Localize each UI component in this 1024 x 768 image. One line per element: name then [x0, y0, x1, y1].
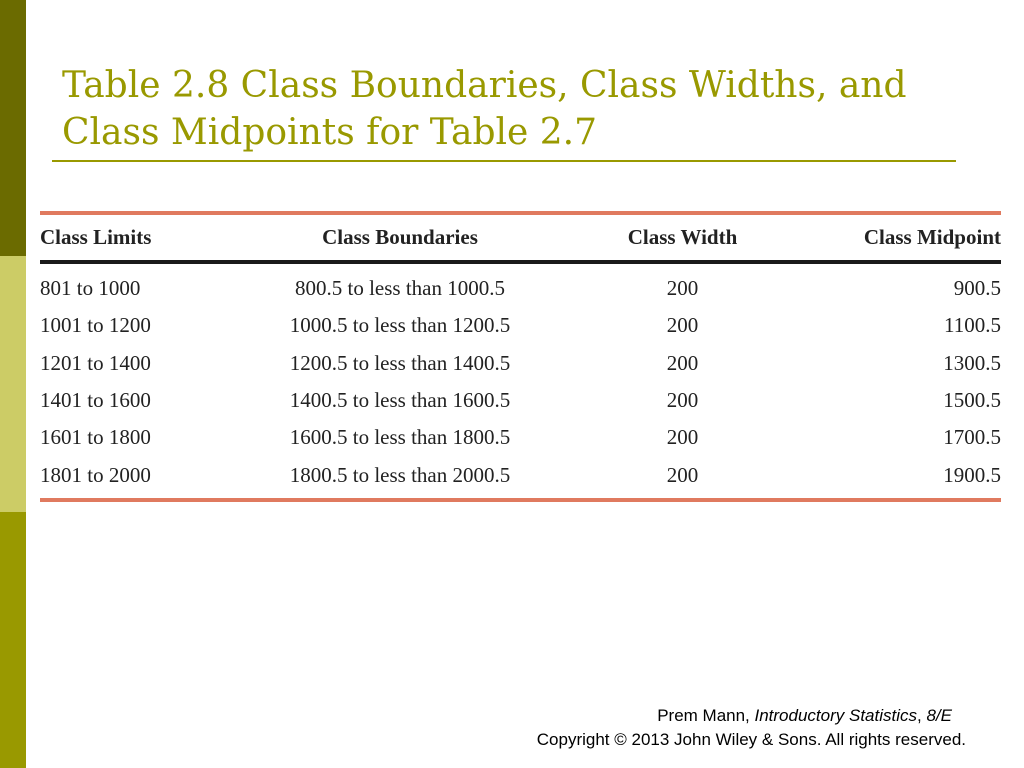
- header-class-boundaries: Class Boundaries: [322, 225, 478, 249]
- header-class-limits: Class Limits: [40, 225, 152, 249]
- table-row: [40, 345, 1001, 382]
- cell-class-boundaries: 1000.5 to less than 1200.5: [289, 313, 511, 338]
- cell-class-boundaries: 1800.5 to less than 2000.5: [289, 462, 511, 487]
- data-table: [40, 215, 1001, 260]
- cell-class-midpoint: 1300.5: [943, 350, 1001, 375]
- cell-class-limits: 1201 to 1400: [40, 350, 151, 375]
- slide-title: [62, 62, 962, 156]
- footer-separator: ,: [917, 706, 927, 725]
- side-bar-middle: [0, 256, 26, 512]
- title-underline: [52, 160, 956, 162]
- footer-book-title: Introductory Statistics: [754, 706, 918, 725]
- cell-class-boundaries: 1200.5 to less than 1400.5: [289, 350, 511, 375]
- data-table-body: [40, 264, 1001, 498]
- table-row: [40, 264, 1001, 307]
- footer-author: Prem Mann,: [657, 706, 755, 725]
- table-row: [40, 456, 1001, 497]
- cell-class-width: 200: [666, 388, 699, 413]
- side-bar-top: [0, 0, 26, 256]
- cell-class-limits: 801 to 1000: [40, 276, 141, 301]
- header-class-width: Class Width: [627, 225, 738, 249]
- cell-class-limits: 1601 to 1800: [40, 425, 151, 450]
- footer-citation: [366, 704, 966, 728]
- cell-class-width: 200: [666, 350, 699, 375]
- cell-class-width: 200: [666, 313, 699, 338]
- table-row: [40, 307, 1001, 344]
- title-line-1: Table 2.8 Class Boundaries, Class Widths, and: [62, 65, 907, 106]
- cell-class-width: 200: [666, 425, 699, 450]
- cell-class-boundaries: 800.5 to less than 1000.5: [295, 276, 505, 301]
- cell-class-limits: 1801 to 2000: [40, 462, 151, 487]
- cell-class-midpoint: 1500.5: [943, 388, 1001, 413]
- cell-class-width: 200: [666, 276, 699, 301]
- slide-footer: [366, 704, 966, 752]
- cell-class-limits: 1001 to 1200: [40, 313, 151, 338]
- cell-class-midpoint: 900.5: [953, 276, 1001, 301]
- table-header-row: [40, 215, 1001, 260]
- cell-class-midpoint: 1100.5: [944, 313, 1001, 338]
- cell-class-midpoint: 1700.5: [943, 425, 1001, 450]
- cell-class-width: 200: [666, 462, 699, 487]
- cell-class-midpoint: 1900.5: [943, 462, 1001, 487]
- footer-copyright: Copyright © 2013 John Wiley & Sons. All rights reserved.: [536, 730, 966, 749]
- cell-class-boundaries: 1400.5 to less than 1600.5: [289, 388, 511, 413]
- table-bottom-rule: [40, 498, 1001, 502]
- header-class-midpoint: Class Midpoint: [863, 225, 1001, 249]
- table-row: [40, 382, 1001, 419]
- footer-edition: 8/E: [926, 706, 952, 725]
- class-table: [40, 211, 1001, 502]
- cell-class-limits: 1401 to 1600: [40, 388, 151, 413]
- table-row: [40, 419, 1001, 456]
- title-line-2: Class Midpoints for Table 2.7: [62, 112, 598, 153]
- side-bar-bottom: [0, 512, 26, 768]
- cell-class-boundaries: 1600.5 to less than 1800.5: [289, 425, 511, 450]
